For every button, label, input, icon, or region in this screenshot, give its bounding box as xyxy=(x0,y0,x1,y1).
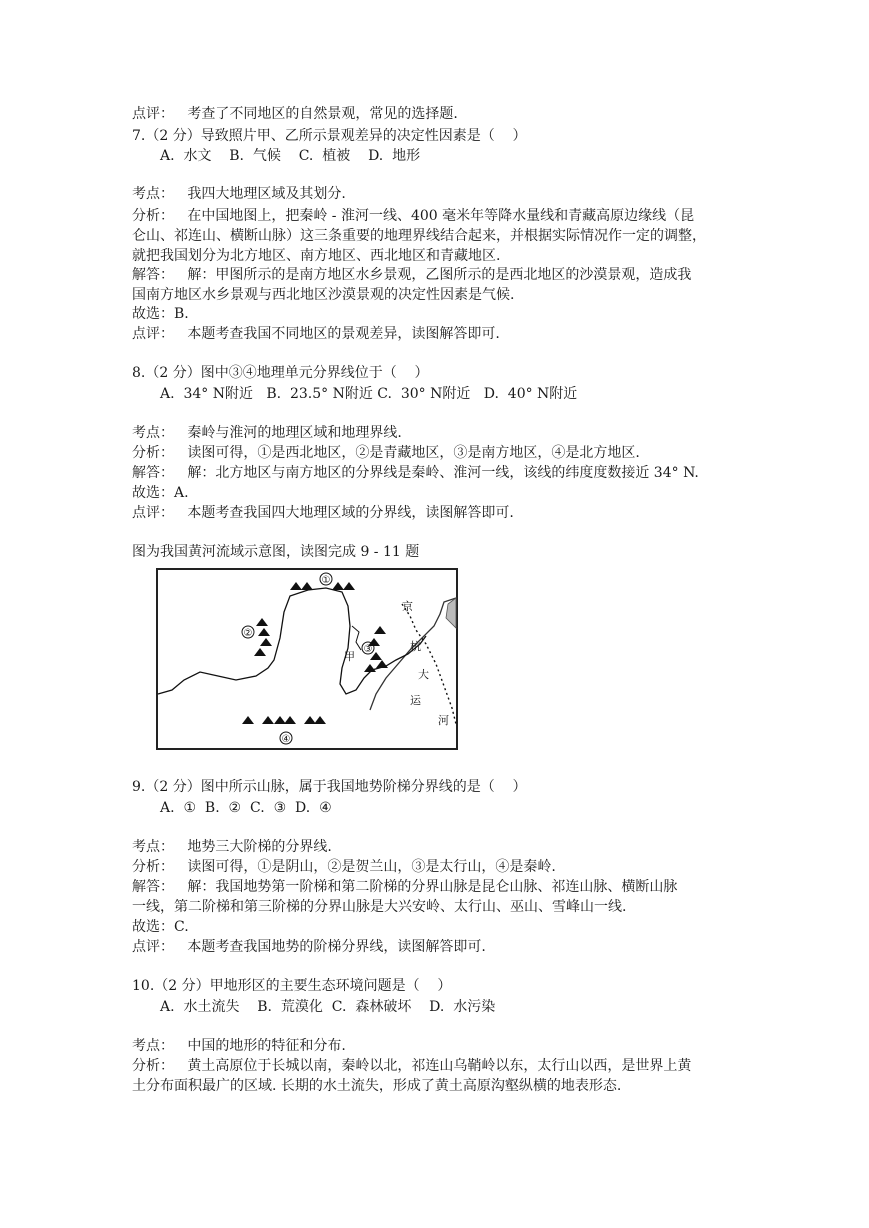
q9-comment: 点评： 本题考查我国地势的阶梯分界线，读图解答即可. xyxy=(132,939,486,955)
marker-1-label: ① xyxy=(321,575,331,586)
q7-jieda-1: 解答： 解：甲图所示的是南方地区水乡景观，乙图所示的是西北地区的沙漠景观，造成我 xyxy=(132,267,692,283)
q10-fenxi-1: 分析： 黄土高原位于长城以南，秦岭以北，祁连山乌鞘岭以东，太行山以西，是世界上黄 xyxy=(132,1058,692,1074)
marker-4-label: ④ xyxy=(281,734,291,745)
q9-stem: 9.（2 分）图中所示山脉，属于我国地势阶梯分界线的是（ ） xyxy=(132,779,527,795)
q8-jieda: 解答： 解：北方地区与南方地区的分界线是秦岭、淮河一线，该线的纬度度数接近 34° N. xyxy=(132,465,699,481)
q7-fenxi-1: 分析： 在中国地图上，把秦岭 - 淮河一线、400 毫米年等降水量线和青藏高原边缘线（昆 xyxy=(132,208,695,224)
q10-stem: 10.（2 分）甲地形区的主要生态环境问题是（ ） xyxy=(132,978,452,994)
q7-options: A. 水文 B. 气候 C. 植被 D. 地形 xyxy=(160,148,421,164)
q9-fenxi: 分析： 读图可得，①是阴山，②是贺兰山，③是太行山，④是秦岭. xyxy=(132,859,556,875)
q9-jieda-2: 一线，第二阶梯和第三阶梯的分界山脉是大兴安岭、太行山、巫山、雪峰山一线. xyxy=(132,899,627,915)
map-label-jia: 甲 xyxy=(344,650,355,663)
q7-answer: 故选：B. xyxy=(132,306,189,322)
q8-answer: 故选：A. xyxy=(132,485,189,501)
q9-options: A. ① B. ② C. ③ D. ④ xyxy=(160,800,332,816)
q7-comment: 点评： 本题考查我国不同地区的景观差异，读图解答即可. xyxy=(132,326,500,342)
map-intro: 图为我国黄河流域示意图，读图完成 9 - 11 题 xyxy=(132,544,420,560)
q9-jieda-1: 解答： 解：我国地势第一阶梯和第二阶梯的分界山脉是昆仑山脉、祁连山脉、横断山脉 xyxy=(132,879,678,895)
q10-kaodian: 考点： 中国的地形的特征和分布. xyxy=(132,1038,346,1054)
canal-char-3: 大 xyxy=(418,668,429,681)
q8-kaodian: 考点： 秦岭与淮河的地理区域和地理界线. xyxy=(132,425,402,441)
q8-fenxi: 分析： 读图可得，①是西北地区，②是青藏地区，③是南方地区，④是北方地区. xyxy=(132,445,640,461)
canal-char-4: 运 xyxy=(410,694,421,707)
q9-answer: 故选：C. xyxy=(132,919,189,935)
q6-comment: 点评： 考查了不同地区的自然景观，常见的选择题. xyxy=(132,106,458,122)
q8-comment: 点评： 本题考查我国四大地理区域的分界线，读图解答即可. xyxy=(132,505,514,521)
canal-char-5: 河 xyxy=(438,714,449,727)
yellow-river-map xyxy=(156,568,458,750)
q9-kaodian: 考点： 地势三大阶梯的分界线. xyxy=(132,839,332,855)
q7-jieda-2: 国南方地区水乡景观与西北地区沙漠景观的决定性因素是气候. xyxy=(132,287,515,303)
q10-fenxi-2: 土分布面积最广的区域. 长期的水土流失，形成了黄土高原沟壑纵横的地表形态. xyxy=(132,1078,622,1094)
canal-char-2: 杭 xyxy=(410,640,421,653)
marker-3-label: ③ xyxy=(363,644,373,655)
marker-2-label: ② xyxy=(243,628,253,639)
q7-kaodian: 考点： 我四大地理区域及其划分. xyxy=(132,186,346,202)
q7-fenxi-2: 仑山、祁连山、横断山脉）这三条重要的地理界线结合起来，并根据实际情况作一定的调整， xyxy=(132,228,706,244)
q8-options: A. 34° N附近 B. 23.5° N附近 C. 30° N附近 D. 40° N附近 xyxy=(160,386,578,402)
q7-fenxi-3: 就把我国划分为北方地区、南方地区、西北地区和青藏地区. xyxy=(132,248,501,264)
q8-stem: 8.（2 分）图中③④地理单元分界线位于（ ） xyxy=(132,365,429,381)
q10-options: A. 水土流失 B. 荒漠化 C. 森林破坏 D. 水污染 xyxy=(160,999,496,1015)
q7-stem: 7.（2 分）导致照片甲、乙所示景观差异的决定性因素是（ ） xyxy=(132,128,527,144)
canal-char-1: 京 xyxy=(402,600,413,613)
